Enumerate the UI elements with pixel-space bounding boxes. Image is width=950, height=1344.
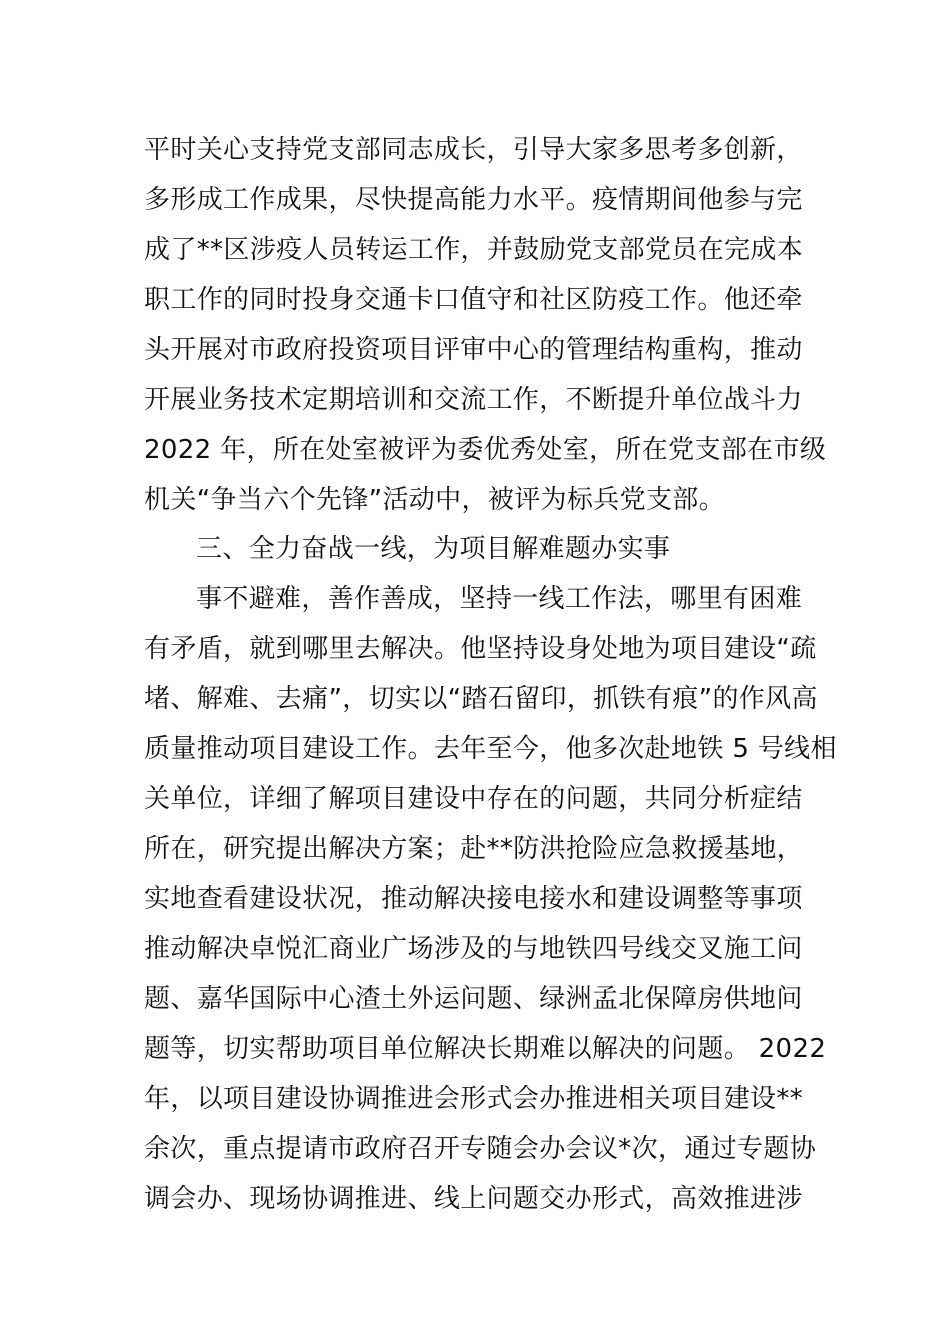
paragraph-line: 头开展对市政府投资项目评审中心的管理结构重构，推动 xyxy=(144,335,803,365)
paragraph-line: 2022 年，所在处室被评为委优秀处室，所在党支部在市级 xyxy=(144,435,827,465)
paragraph-line: 质量推动项目建设工作。去年至今，他多次赴地铁 5 号线相 xyxy=(144,734,837,764)
paragraph-line: 推动解决卓悦汇商业广场涉及的与地铁四号线交叉施工问 xyxy=(144,934,803,964)
paragraph-line: 题等，切实帮助项目单位解决长期难以解决的问题。 2022 xyxy=(144,1034,827,1064)
paragraph-line: 职工作的同时投身交通卡口值守和社区防疫工作。他还牵 xyxy=(144,285,803,315)
paragraph-line: 实地查看建设状况，推动解决接电接水和建设调整等事项 xyxy=(144,884,803,914)
paragraph-line: 成了**区涉疫人员转运工作，并鼓励党支部党员在完成本 xyxy=(144,235,804,265)
paragraph-line: 机关“争当六个先锋”活动中，被评为标兵党支部。 xyxy=(144,485,725,515)
paragraph-first-line: 事不避难，善作善成，坚持一线工作法，哪里有困难 xyxy=(196,584,803,614)
paragraph-line: 平时关心支持党支部同志成长，引导大家多思考多创新， xyxy=(144,135,803,165)
paragraph-line: 年，以项目建设协调推进会形式会办推进相关项目建设** xyxy=(144,1084,804,1114)
paragraph-line: 关单位，详细了解项目建设中存在的问题，共同分析症结 xyxy=(144,784,803,814)
paragraph-line: 开展业务技术定期培训和交流工作，不断提升单位战斗力 xyxy=(144,385,803,415)
paragraph-line: 调会办、现场协调推进、线上问题交办形式，高效推进涉 xyxy=(144,1184,803,1214)
paragraph-line: 余次，重点提请市政府召开专随会办会议*次，通过专题协 xyxy=(144,1134,817,1164)
paragraph-line: 多形成工作成果，尽快提高能力水平。疫情期间他参与完 xyxy=(144,185,803,215)
section-heading: 三、全力奋战一线，为项目解难题办实事 xyxy=(196,534,671,564)
paragraph-line: 有矛盾，就到哪里去解决。他坚持设身处地为项目建设“疏 xyxy=(144,634,817,664)
paragraph-line: 题、嘉华国际中心渣土外运问题、绿洲孟北保障房供地问 xyxy=(144,984,803,1014)
paragraph-line: 堵、解难、去痛”，切实以“踏石留印，抓铁有痕”的作风高 xyxy=(144,684,818,714)
paragraph-line: 所在，研究提出解决方案；赴**防洪抢险应急救援基地， xyxy=(144,834,804,864)
